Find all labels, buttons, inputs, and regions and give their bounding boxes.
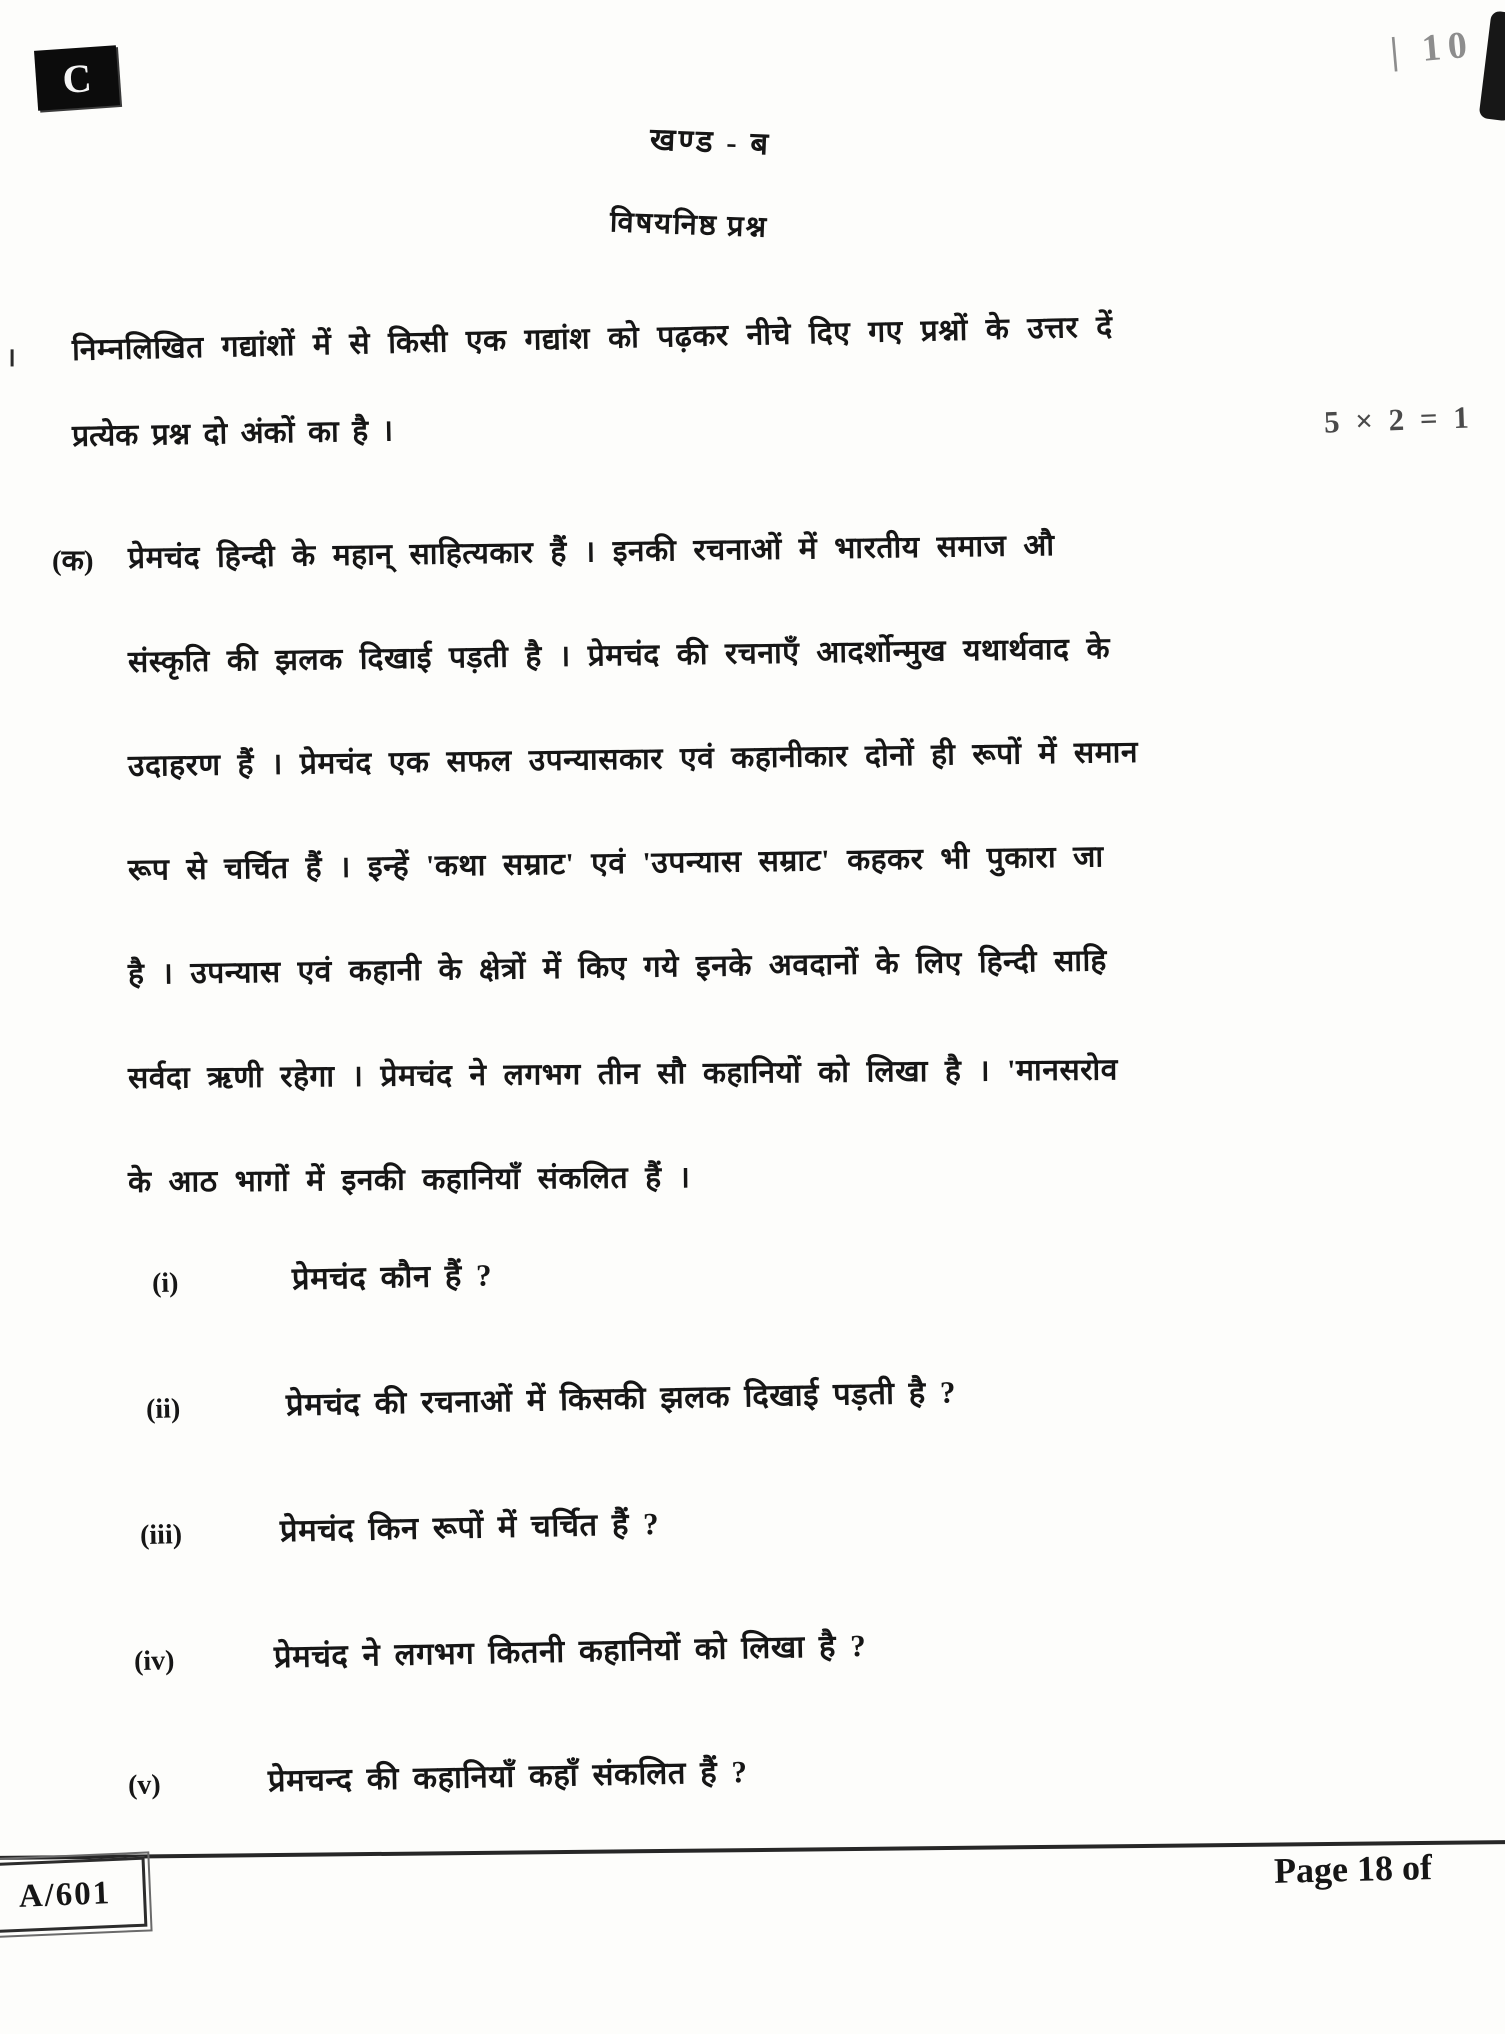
instruction-line-1: निम्नलिखित गद्यांशों में से किसी एक गद्यांश को पढ़कर नीचे दिए गए प्रश्नों के उत्तर दें — [71, 310, 1114, 367]
question-row — [152, 1253, 493, 1302]
question-row — [140, 1502, 660, 1554]
page-number-label: Page 18 of — [1273, 1847, 1433, 1891]
question-text: प्रेमचंद किन रूपों में चर्चित हैं ? — [279, 1506, 660, 1549]
passage-label: (क) — [52, 545, 94, 577]
marks-scheme: 5 × 2 = 1 — [1323, 399, 1474, 440]
passage-line: रूप से चर्चित हैं । इन्हें 'कथा सम्राट' एवं 'उपन्यास सम्राट' कहकर भी पुकारा जा — [127, 840, 1104, 887]
passage-line: संस्कृति की झलक दिखाई पड़ती है । प्रेमचंद की रचनाएँ आदर्शोन्मुख यथार्थवाद के — [127, 632, 1111, 679]
question-row — [146, 1370, 957, 1428]
question-text: प्रेमचंद कौन हैं ? — [291, 1257, 493, 1297]
question-text: प्रेमचंद ने लगभग कितनी कहानियों को लिखा है ? — [273, 1627, 867, 1675]
passage-line: प्रेमचंद हिन्दी के महान् साहित्यकार हैं । इनकी रचनाओं में भारतीय समाज औ — [127, 529, 1055, 575]
top-right-page-number-fragment: | 10 — [1388, 23, 1476, 73]
passage-line: उदाहरण हैं । प्रेमचंद एक सफल उपन्यासकार एवं कहानीकार दोनों ही रूपों में समान — [127, 735, 1139, 783]
question-row — [128, 1750, 748, 1804]
question-number-fragment: । — [6, 343, 16, 372]
question-number: (iii) — [139, 1519, 183, 1551]
question-type-heading: विषयनिष्ठ प्रश्न — [609, 206, 769, 244]
paper-code-box: A/601 — [0, 1857, 147, 1934]
question-number: (ii) — [145, 1393, 181, 1425]
question-text: प्रेमचन्द की कहानियाँ कहाँ संकलित हैं ? — [267, 1754, 748, 1799]
scan-artifact-blob — [1479, 10, 1505, 121]
version-letter-badge: C — [34, 45, 120, 111]
question-number: (v) — [127, 1769, 161, 1801]
question-text: प्रेमचंद की रचनाओं में किसकी झलक दिखाई पड़ती है ? — [285, 1374, 957, 1423]
instruction-line-2: प्रत्येक प्रश्न दो अंकों का है । — [71, 414, 394, 453]
question-number: (iv) — [133, 1645, 175, 1677]
question-number: (i) — [151, 1267, 179, 1299]
passage-line: के आठ भागों में इनकी कहानियाँ संकलित हैं । — [127, 1161, 691, 1199]
section-heading: खण्ड - ब — [649, 121, 772, 162]
passage-line: है । उपन्यास एवं कहानी के क्षेत्रों में किए गये इनके अवदानों के लिए हिन्दी साहि — [127, 944, 1107, 991]
passage-line: सर्वदा ऋणी रहेगा । प्रेमचंद ने लगभग तीन सौ कहानियों को लिखा है । 'मानसरोव — [127, 1053, 1119, 1095]
question-row — [134, 1624, 867, 1680]
